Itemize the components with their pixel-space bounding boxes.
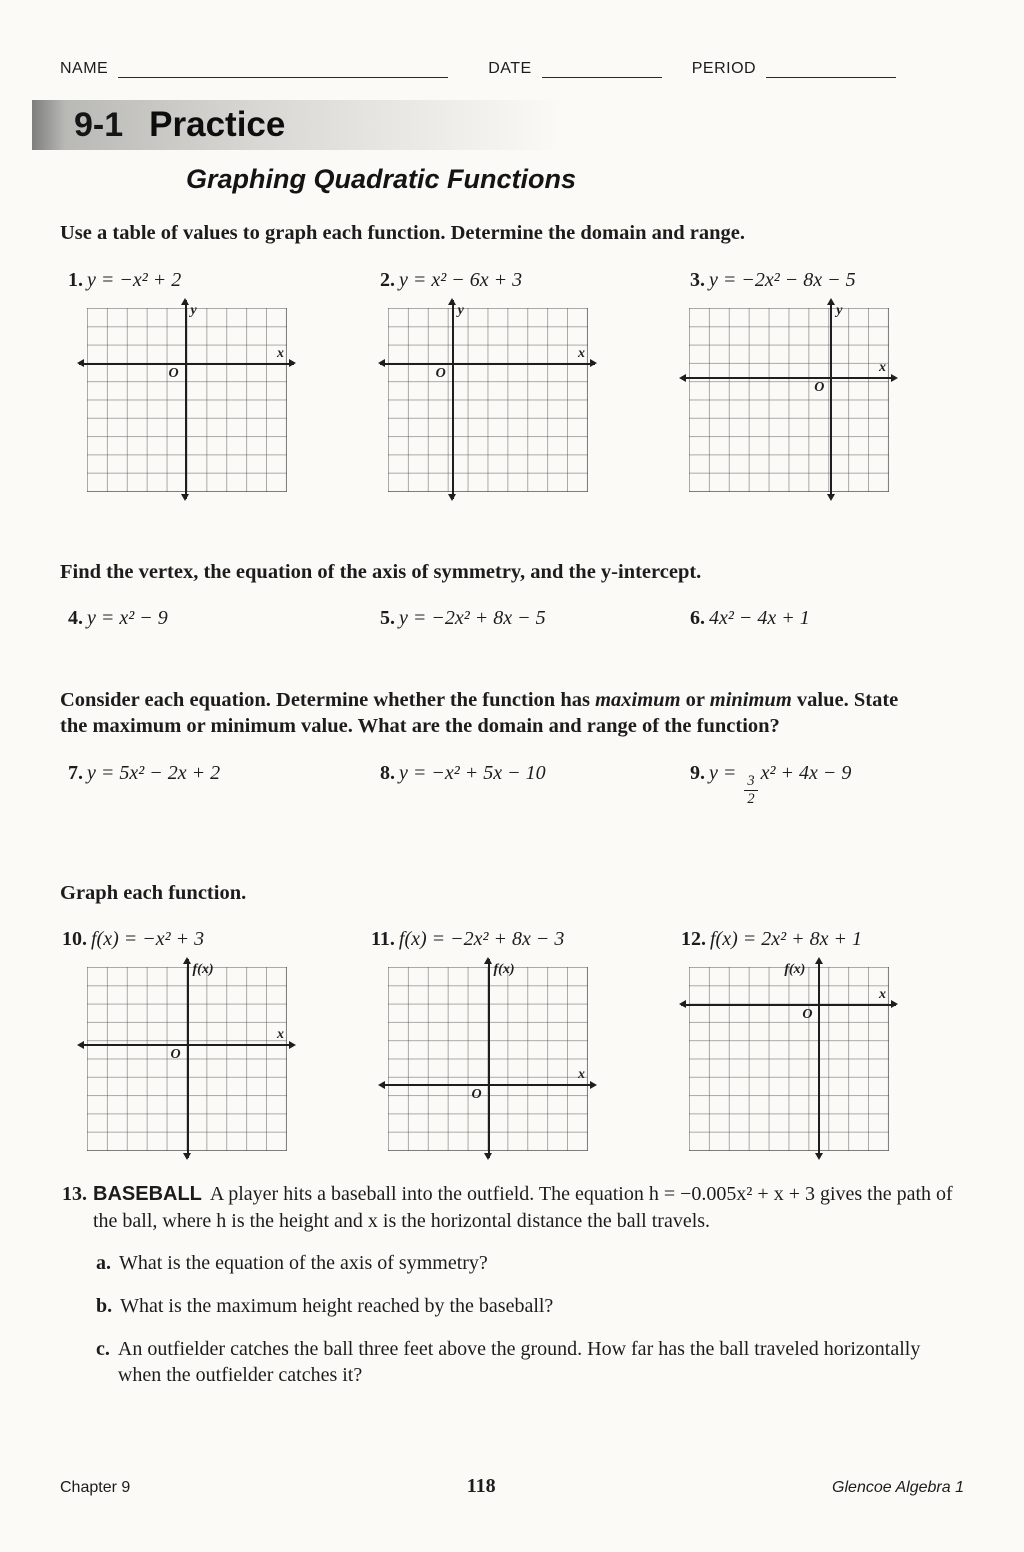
y-axis [187, 959, 189, 1158]
footer-book-title: Glencoe Algebra 1 [832, 1479, 964, 1496]
x-axis-label: x [879, 360, 886, 376]
origin-label: O [168, 365, 179, 381]
problem-13-parts [96, 1250, 964, 1388]
name-blank[interactable] [118, 58, 448, 78]
problem-5 [361, 607, 662, 630]
fx-axis-label: f(x) [493, 962, 515, 978]
section1-grids [60, 302, 964, 492]
equation-prefix: y = [709, 761, 742, 784]
fraction-denominator: 2 [747, 790, 755, 807]
problem-equation: y = x² − 9 [87, 607, 168, 630]
section3-problems [60, 762, 964, 807]
problem-number: 10. [62, 928, 87, 951]
part-a [96, 1250, 956, 1276]
footer-page-number: 118 [466, 1475, 496, 1497]
problem-9 [662, 762, 963, 807]
fx-axis-label: f(x) [192, 962, 214, 978]
x-axis [681, 377, 896, 379]
problem-number: 9. [690, 761, 705, 784]
part-text: What is the maximum height reached by the baseball? [120, 1295, 554, 1318]
section4-problems [60, 928, 964, 951]
problem-12 [662, 928, 963, 951]
problem-6 [662, 607, 963, 630]
period-label: PERIOD [691, 60, 757, 77]
section3-instruction [60, 688, 930, 739]
x-axis [380, 363, 595, 365]
y-axis [818, 959, 820, 1158]
section1-instruction: Use a table of values to graph each function. Determine the domain and range. [60, 222, 746, 244]
x-axis-label: x [879, 986, 886, 1002]
x-axis-label: x [578, 345, 585, 361]
x-axis-label: x [277, 345, 284, 361]
equation-suffix: x² + 4x − 9 [760, 761, 852, 784]
lesson-number: 9-1 [74, 105, 124, 144]
fraction-numerator: 3 [744, 774, 757, 791]
part-text: An outfielder catches the ball three feet above the ground. How far has the ball traveled horizontally when the outfielder catches it? [117, 1338, 921, 1387]
problem-number: 6. [690, 607, 705, 630]
part-text: What is the equation of the axis of symmetry? [119, 1252, 488, 1275]
origin-label: O [471, 1087, 482, 1103]
problem-13 [60, 1181, 964, 1388]
y-axis [185, 300, 187, 499]
problem-8 [361, 762, 662, 807]
problem-number: 8. [380, 761, 395, 784]
fraction [744, 774, 757, 807]
problem-equation [709, 761, 852, 807]
problem-number: 11. [371, 928, 395, 951]
problem-11 [361, 928, 662, 951]
instruction-emphasis: minimum [709, 689, 792, 712]
y-axis-label: y [836, 302, 843, 318]
problem-number: 1. [68, 268, 83, 291]
lesson-type: Practice [149, 105, 286, 144]
part-label: b. [96, 1295, 113, 1318]
coordinate-grid-2 [388, 302, 588, 492]
coordinate-grid-12 [689, 962, 889, 1151]
x-axis-label: x [277, 1027, 284, 1043]
problem-equation: f(x) = −2x² + 8x − 3 [398, 928, 565, 951]
section2-problems [60, 607, 964, 630]
problem-equation: y = −2x² + 8x − 5 [399, 607, 546, 630]
lesson-title-band [32, 100, 592, 150]
problem-10 [60, 928, 361, 951]
problem-number: 2. [380, 268, 395, 291]
part-b [96, 1293, 956, 1319]
part-c [96, 1336, 956, 1388]
problem-equation: y = −2x² − 8x − 5 [709, 268, 856, 291]
problem-equation: f(x) = 2x² + 8x + 1 [710, 928, 862, 951]
part-label: c. [96, 1338, 110, 1361]
y-axis [488, 959, 490, 1158]
x-axis [79, 363, 294, 365]
problem-equation: 4x² − 4x + 1 [709, 607, 810, 630]
problem-7 [60, 762, 361, 807]
header-blanks [60, 58, 964, 78]
instruction-text: value. State the maximum or minimum value. What are the domain and range of the function? [60, 689, 899, 737]
problem-2 [361, 269, 662, 292]
origin-label: O [802, 1006, 813, 1022]
problem-body: A player hits a baseball into the outfield. The equation h = −0.005x² + x + 3 gives the path of the ball, where h is the height and x is the horizontal distance the ball travels. [93, 1183, 953, 1232]
date-blank[interactable] [542, 58, 662, 78]
x-axis [681, 1004, 896, 1006]
origin-label: O [170, 1047, 181, 1063]
part-label: a. [96, 1252, 111, 1275]
lesson-subtitle: Graphing Quadratic Functions [186, 164, 577, 194]
y-axis-label: y [190, 302, 197, 318]
date-label: DATE [488, 60, 532, 77]
problem-equation: y = −x² + 5x − 10 [399, 761, 546, 784]
instruction-text: or [680, 689, 710, 712]
y-axis [830, 300, 832, 499]
coordinate-grid-10 [87, 962, 287, 1151]
problem-3 [662, 269, 963, 292]
origin-label: O [814, 380, 825, 396]
section2-instruction: Find the vertex, the equation of the axis of symmetry, and the y-intercept. [60, 560, 702, 583]
x-axis-label: x [578, 1067, 585, 1083]
problem-equation: y = −x² + 2 [87, 268, 182, 291]
footer-chapter: Chapter 9 [60, 1479, 131, 1496]
instruction-emphasis: maximum [595, 689, 681, 712]
problem-equation: y = 5x² − 2x + 2 [87, 761, 221, 784]
problem-number: 7. [68, 761, 83, 784]
instruction-text: Consider each equation. Determine whether the function has [60, 689, 596, 712]
period-blank[interactable] [766, 58, 896, 78]
problem-number: 3. [690, 268, 705, 291]
fx-axis-label: f(x) [784, 962, 806, 978]
section4-instruction: Graph each function. [60, 881, 247, 904]
problem-number: 13. [62, 1183, 87, 1206]
page-footer [60, 1475, 964, 1498]
problem-4 [60, 607, 361, 630]
coordinate-grid-11 [388, 962, 588, 1151]
problem-equation: y = x² − 6x + 3 [399, 268, 523, 291]
problem-1 [60, 269, 361, 292]
problem-13-text [93, 1181, 964, 1234]
coordinate-grid-3 [689, 302, 889, 492]
section4-grids [60, 962, 964, 1151]
problem-number: 12. [681, 928, 706, 951]
name-label: NAME [60, 60, 109, 77]
y-axis-label: y [457, 302, 464, 318]
origin-label: O [435, 365, 446, 381]
section1-problems [60, 269, 964, 292]
problem-number: 5. [380, 607, 395, 630]
coordinate-grid-1 [87, 302, 287, 492]
problem-keyword: BASEBALL [93, 1183, 202, 1206]
problem-number: 4. [68, 607, 83, 630]
problem-equation: f(x) = −x² + 3 [91, 928, 205, 951]
y-axis [452, 300, 454, 499]
